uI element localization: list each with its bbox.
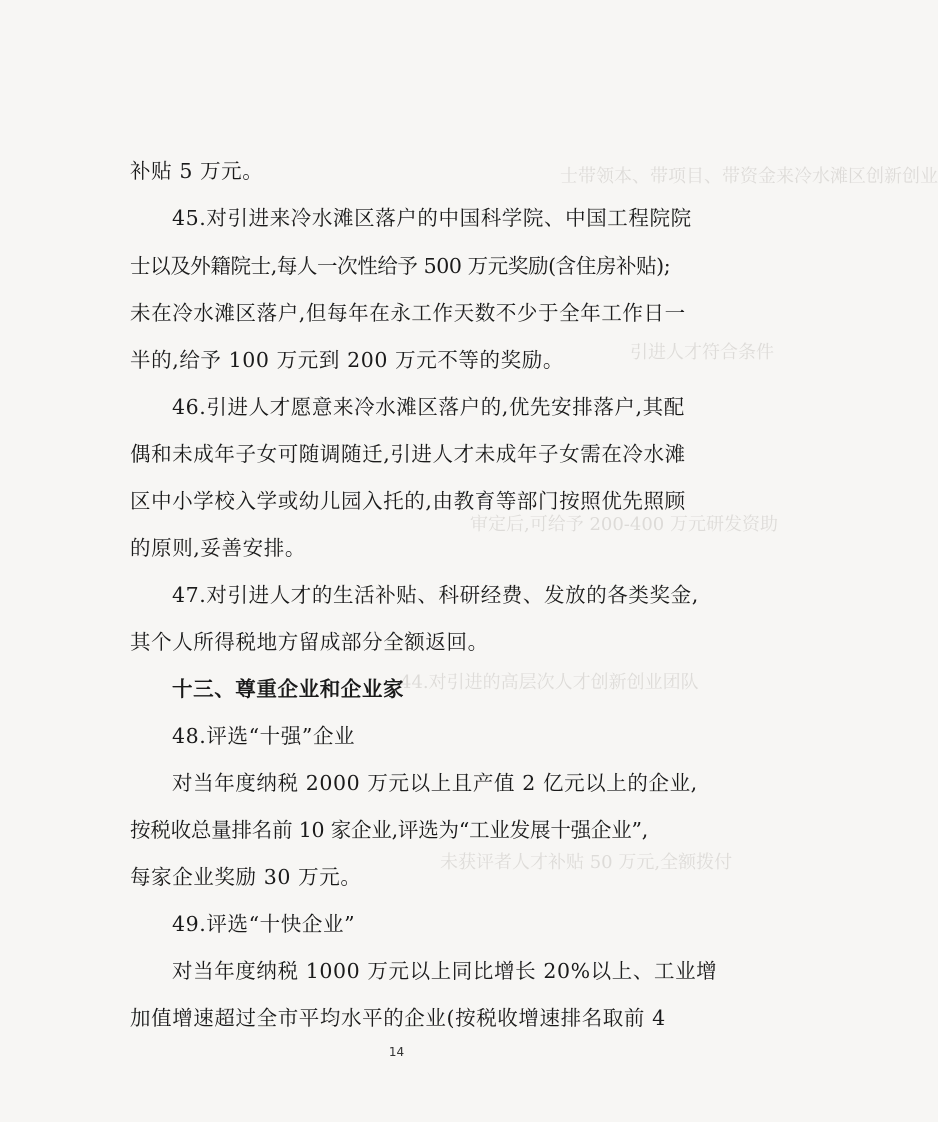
text-line: 未在冷水滩区落户,但每年在永工作天数不少于全年工作日一 xyxy=(130,301,686,325)
text-line: 的原则,妥善安排。 xyxy=(130,536,306,560)
text-line: 47.对引进人才的生活补贴、科研经费、发放的各类奖金, xyxy=(172,583,699,607)
text-line: 对当年度纳税 2000 万元以上且产值 2 亿元以上的企业, xyxy=(172,771,698,795)
text-line: 加值增速超过全市平均水平的企业(按税收增速排名取前 4 xyxy=(130,1006,666,1030)
page-number: 14 xyxy=(388,1045,405,1059)
bleed-through-text: 士带领本、带项目、带资金来冷水滩区创新创业 xyxy=(560,166,938,187)
text-line: 区中小学校入学或幼儿园入托的,由教育等部门按照优先照顾 xyxy=(130,489,686,513)
text-line: 按税收总量排名前 10 家企业,评选为“工业发展十强企业”, xyxy=(130,818,649,842)
text-line: 士以及外籍院士,每人一次性给予 500 万元奖励(含住房补贴); xyxy=(130,254,671,278)
text-line: 46.引进人才愿意来冷水滩区落户的,优先安排落户,其配 xyxy=(172,395,685,419)
text-line: 补贴 5 万元。 xyxy=(130,159,264,183)
text-line: 45.对引进来冷水滩区落户的中国科学院、中国工程院院 xyxy=(172,206,692,230)
text-line: 每家企业奖励 30 万元。 xyxy=(130,865,362,889)
text-line: 半的,给予 100 万元到 200 万元不等的奖励。 xyxy=(130,348,564,372)
text-line: 其个人所得税地方留成部分全额返回。 xyxy=(130,630,489,654)
text-line: 偶和未成年子女可随调随迁,引进人才未成年子女需在冷水滩 xyxy=(130,442,686,466)
text-line: 48.评选“十强”企业 xyxy=(172,724,356,748)
text-line: 对当年度纳税 1000 万元以上同比增长 20%以上、工业增 xyxy=(172,959,718,983)
bleed-through-text: 44.对引进的高层次人才创新创业团队 xyxy=(400,672,699,693)
bleed-through-text: 审定后,可给予 200-400 万元研发资助 xyxy=(470,514,778,535)
text-line: 49.评选“十快企业” xyxy=(172,912,356,936)
section-heading: 十三、尊重企业和企业家 xyxy=(172,677,405,701)
bleed-through-text: 未获评者人才补贴 50 万元,全额拨付 xyxy=(440,852,733,873)
bleed-through-text: 引进人才符合条件 xyxy=(630,342,774,363)
